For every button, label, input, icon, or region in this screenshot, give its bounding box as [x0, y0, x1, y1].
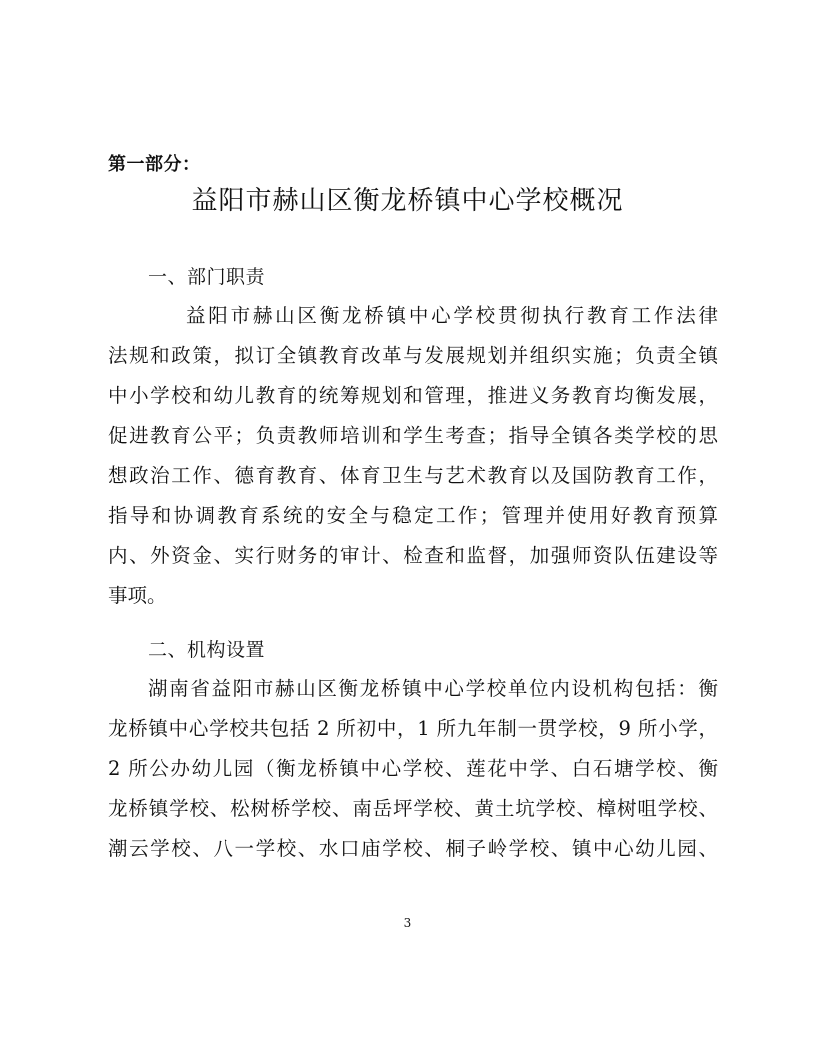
part-label: 第一部分：: [108, 154, 201, 175]
paragraph-line: 益阳市赫山区衡龙桥镇中心学校贯彻执行教育工作法律: [186, 304, 718, 327]
paragraph-line: 湖南省益阳市赫山区衡龙桥镇中心学校单位内设机构包括：衡: [148, 677, 718, 700]
paragraph-line: 龙桥镇中心学校共包括 2 所初中，1 所九年制一贯学校，9 所小学，: [108, 717, 718, 740]
paragraph-line: 龙桥镇学校、松树桥学校、南岳坪学校、黄土坑学校、樟树咀学校、: [108, 797, 718, 820]
paragraph-line: 潮云学校、八一学校、水口庙学校、桐子岭学校、镇中心幼儿园、: [108, 837, 718, 860]
paragraph-line: 法规和政策，拟订全镇教育改革与发展规划并组织实施；负责全镇: [108, 344, 718, 367]
section-heading-organization: 二、机构设置: [148, 639, 266, 661]
paragraph-line: 2 所公办幼儿园（衡龙桥镇中心学校、莲花中学、白石塘学校、衡: [108, 757, 718, 780]
paragraph-line: 促进教育公平；负责教师培训和学生考查；指导全镇各类学校的思: [108, 424, 718, 447]
paragraph-line: 内、外资金、实行财务的审计、检查和监督，加强师资队伍建设等: [108, 544, 718, 567]
paragraph-line: 中小学校和幼儿教育的统筹规划和管理，推进义务教育均衡发展，: [108, 384, 718, 407]
paragraph-line: 事项。: [108, 584, 167, 607]
section-heading-duties: 一、部门职责: [148, 266, 266, 288]
paragraph-line: 想政治工作、德育教育、体育卫生与艺术教育以及国防教育工作，: [108, 464, 718, 487]
page-title: 益阳市赫山区衡龙桥镇中心学校概况: [191, 186, 624, 216]
paragraph-line: 指导和协调教育系统的安全与稳定工作；管理并使用好教育预算: [108, 504, 718, 527]
page-number: 3: [403, 916, 412, 930]
